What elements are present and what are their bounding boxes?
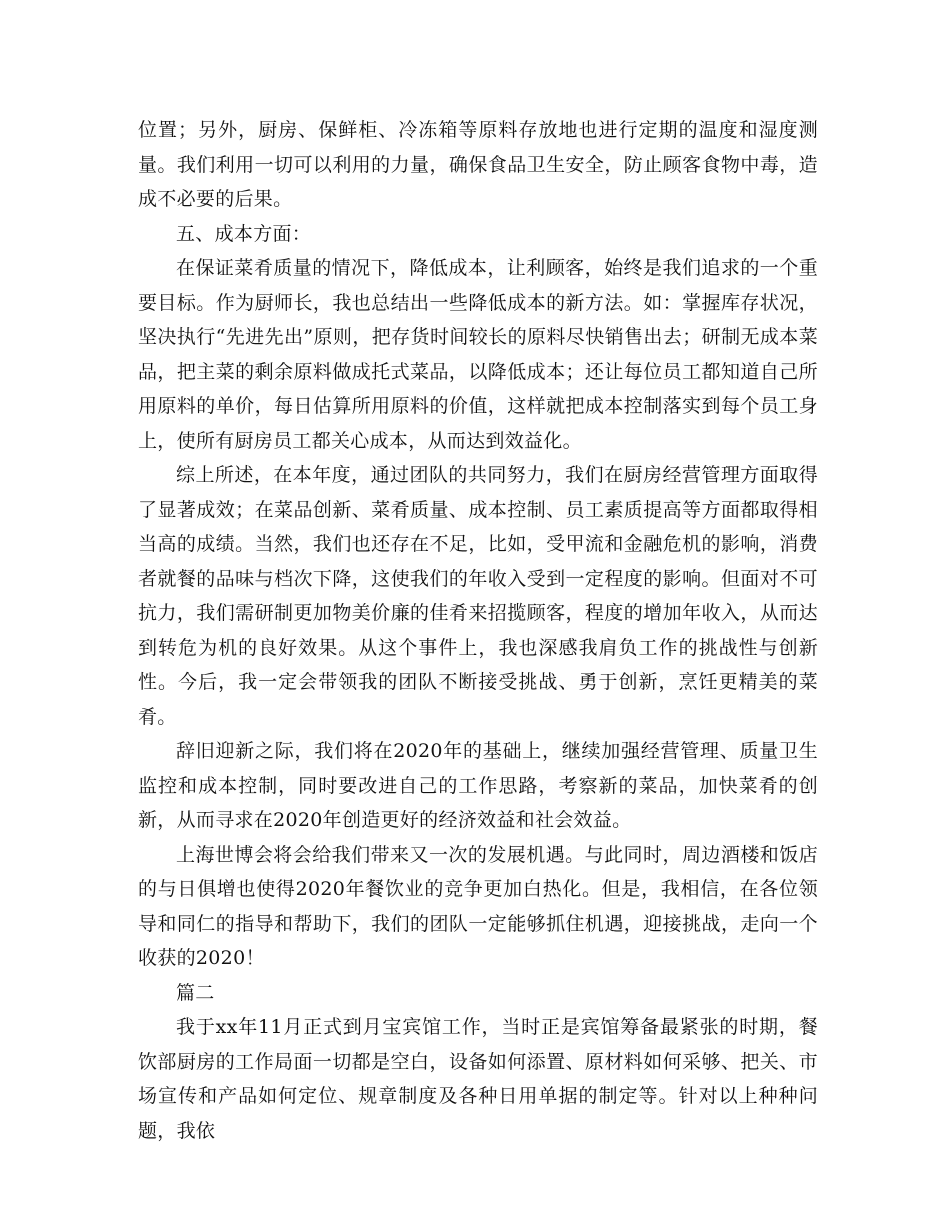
section-heading-part-two: 篇二	[176, 981, 215, 1004]
paragraph-expo: 上海世博会将会给我们带来又一次的发展机遇。与此同时，周边酒楼和饭店的与日俱增也使得2020年餐饮业的竞争更加白热化。但是，我相信，在各位领导和同仁的指导和帮助下，我们的团队一定能够抓住机遇，迎接挑战，走向一个收获的2020！	[138, 843, 818, 969]
paragraph-cost-control: 在保证菜肴质量的情况下，降低成本，让利顾客，始终是我们追求的一个重要目标。作为厨师长，我也总结出一些降低成本的新方法。如：掌握库存状况，坚决执行“先进先出”原则，把存货时间较长的原料尽快销售出去；研制无成本菜品，把主菜的剩余原料做成托式菜品，以降低成本；还让每位员工都知道自己所用原料的单价，每日估算所用原料的价值，这样就把成本控制落实到每个员工身上，使所有厨房员工都关心成本，从而达到效益化。	[138, 257, 818, 452]
document-body	[138, 113, 818, 1148]
paragraph-new-year: 辞旧迎新之际，我们将在2020年的基础上，继续加强经营管理、质量卫生监控和成本控制，同时要改进自己的工作思路，考察新的菜品，加快菜肴的创新，从而寻求在2020年创造更好的经济效益和社会效益。	[138, 740, 818, 831]
paragraph-food-safety-cont: 位置；另外，厨房、保鲜柜、冷冻箱等原料存放地也进行定期的温度和湿度测量。我们利用一切可以利用的力量，确保食品卫生安全，防止顾客食物中毒，造成不必要的后果。	[138, 119, 818, 210]
section-heading-cost: 五、成本方面：	[176, 222, 312, 245]
paragraph-part-two-intro: 我于xx年11月正式到月宝宾馆工作，当时正是宾馆筹备最紧张的时期，餐饮部厨房的工作局面一切都是空白，设备如何添置、原材料如何采够、把关、市场宣传和产品如何定位、规章制度及各种日用单据的制定等。针对以上种种问题，我依	[138, 1016, 818, 1142]
paragraph-summary: 综上所述，在本年度，通过团队的共同努力，我们在厨房经营管理方面取得了显著成效；在菜品创新、菜肴质量、成本控制、员工素质提高等方面都取得相当高的成绩。当然，我们也还存在不足，比如，受甲流和金融危机的影响，消费者就餐的品味与档次下降，这使我们的年收入受到一定程度的影响。但面对不可抗力，我们需研制更加物美价廉的佳肴来招揽顾客，程度的增加年收入，从而达到转危为机的良好效果。从这个事件上，我也深感我肩负工作的挑战性与创新性。今后，我一定会带领我的团队不断接受挑战、勇于创新，烹饪更精美的菜肴。	[138, 464, 818, 728]
